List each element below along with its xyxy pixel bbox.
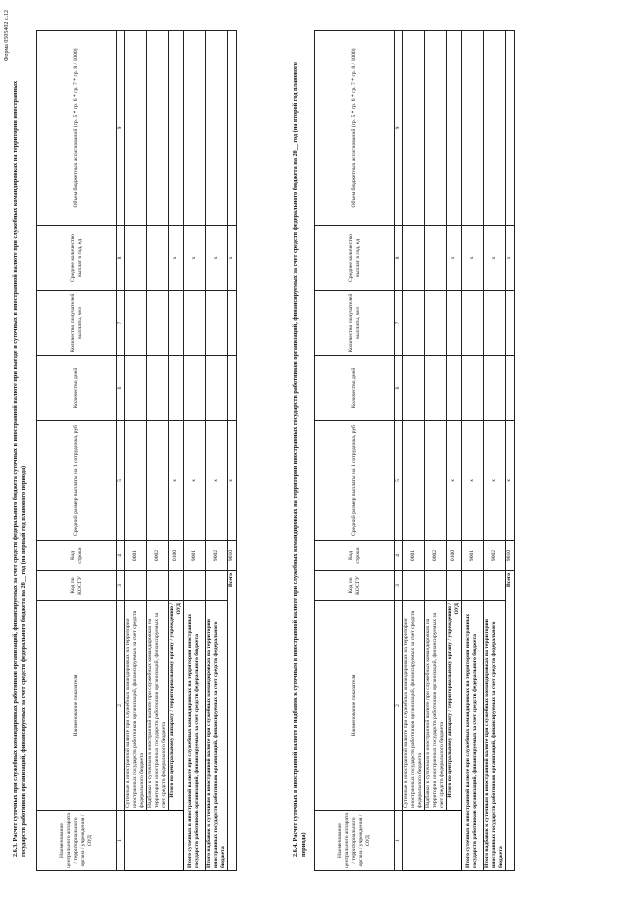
row-name: Суточные в иностранной валюте при служебных командировках на территории иностранных государств работников организаций, финансируемых за счет средств федерального бюджета — [403, 601, 425, 811]
volume-cell — [447, 31, 462, 226]
volume-cell — [227, 31, 236, 226]
recipients-cell — [227, 291, 236, 356]
recipients-cell — [505, 291, 514, 356]
kosgu-cell — [461, 571, 483, 601]
section-a-title: 2.6.3. Расчет суточных при служебных командировках работников организаций, финансируемых за счет средств федерального бюджета суточных в иностранной валюте при выезде и суточных в иностранной валюте при служебных командировках на территории иностранных государств работников организаций, финансируемых за счет средств федерального бюджета на 20__ год (на первый год планового периода) — [12, 80, 28, 857]
recipients-cell[interactable] — [425, 291, 447, 356]
avg-payment-cell[interactable] — [125, 421, 147, 541]
col-number: 5 — [117, 421, 125, 541]
col-recipients: Количество получателей выплаты, чел — [315, 291, 395, 356]
kosgu-cell[interactable] — [125, 571, 147, 601]
col-number: 8 — [395, 226, 403, 291]
avg-payment-cell: x — [183, 421, 205, 541]
row-name: Суточные в иностранной валюте при служебных командировках на территории иностранных государств работников организаций, финансируемых за счет средств федерального бюджета — [125, 601, 147, 811]
volume-cell — [183, 31, 205, 226]
col-number: 2 — [395, 601, 403, 811]
avg-payment-cell[interactable] — [425, 421, 447, 541]
kosgu-cell[interactable] — [403, 571, 425, 601]
table-row — [205, 31, 227, 871]
table-row — [125, 31, 147, 871]
col-avg-payment: Средний размер выплаты на 1 сотрудника, руб — [37, 421, 117, 541]
row-code: 0001 — [125, 541, 147, 571]
recipients-cell[interactable] — [403, 291, 425, 356]
col-number: 1 — [395, 811, 403, 871]
volume-cell — [505, 31, 514, 226]
row-code: 9002 — [483, 541, 505, 571]
avg-qty-cell[interactable] — [403, 226, 425, 291]
total-code: 9010 — [227, 541, 236, 571]
section-b-title: 2.6.4. Расчет суточных в иностранной валюте и надбавок к суточным в иностранной валюте при служебных командировках на территории иностранных государств работников организаций, финансируемых за счет средств федерального бюджета на 20__ год (на второй год планового периода) — [292, 62, 308, 857]
avg-qty-cell: x — [447, 226, 462, 291]
volume-cell[interactable] — [403, 31, 425, 226]
recipients-cell — [461, 291, 483, 356]
table-row — [461, 31, 483, 871]
header-row — [315, 31, 395, 871]
total-row — [505, 31, 514, 871]
col-days: Количество дней — [315, 356, 395, 421]
recipients-cell — [483, 291, 505, 356]
volume-cell — [483, 31, 505, 226]
recipients-cell[interactable] — [147, 291, 169, 356]
total-qty: x — [505, 226, 514, 291]
days-cell — [227, 356, 236, 421]
total-row — [227, 31, 236, 871]
days-cell[interactable] — [125, 356, 147, 421]
col-number: 8 — [117, 226, 125, 291]
row-code: 0001 — [403, 541, 425, 571]
avg-qty-cell: x — [483, 226, 505, 291]
row-code: 0100 — [169, 541, 184, 571]
col-volume: Объем бюджетных ассигнований (гр. 5 * гр. 6 * гр. 7 * гр. 8 / 1000) — [315, 31, 395, 226]
days-cell — [183, 356, 205, 421]
col-avg-payment: Средний размер выплаты на 1 сотрудника, руб — [315, 421, 395, 541]
avg-payment-cell[interactable] — [147, 421, 169, 541]
days-cell — [483, 356, 505, 421]
avg-payment-cell: x — [447, 421, 462, 541]
kosgu-cell[interactable] — [425, 571, 447, 601]
recipients-cell — [183, 291, 205, 356]
kosgu-cell — [205, 571, 227, 601]
col-days: Количество дней — [37, 356, 117, 421]
col-org-name: Наименование центрального аппарата / территориального органа / учреждения / ОУД — [315, 811, 395, 871]
table-row — [403, 31, 425, 871]
header-row — [37, 31, 117, 871]
row-name: Итого надбавок к суточным в иностранной валюте при служебных командировках на территории иностранных государств работников организаций, финансируемых за счет средств федерального бюджета — [205, 601, 227, 871]
table-row — [425, 31, 447, 871]
col-number: 4 — [117, 541, 125, 571]
days-cell — [505, 356, 514, 421]
col-number: 3 — [395, 571, 403, 601]
avg-qty-cell[interactable] — [425, 226, 447, 291]
row-code: 9001 — [461, 541, 483, 571]
col-number: 5 — [395, 421, 403, 541]
total-code: 9010 — [505, 541, 514, 571]
table-row — [169, 31, 184, 871]
recipients-cell[interactable] — [125, 291, 147, 356]
row-code: 9002 — [205, 541, 227, 571]
avg-qty-cell[interactable] — [147, 226, 169, 291]
kosgu-cell — [483, 571, 505, 601]
col-indicator: Наименование показателя — [37, 601, 117, 811]
col-number: 3 — [117, 571, 125, 601]
row-name: Надбавки к суточным в иностранной валюте при служебных командировках на территории иностранных государств работников организаций, финансируемых за счет средств федерального бюджета — [147, 601, 169, 811]
col-number: 4 — [395, 541, 403, 571]
avg-qty-cell: x — [183, 226, 205, 291]
kosgu-cell — [169, 571, 184, 601]
org-name-cell[interactable] — [403, 811, 462, 871]
row-code: 0100 — [447, 541, 462, 571]
volume-cell[interactable] — [125, 31, 147, 226]
recipients-cell — [169, 291, 184, 356]
col-indicator: Наименование показателя — [315, 601, 395, 811]
row-code: 0002 — [425, 541, 447, 571]
row-code: 9001 — [183, 541, 205, 571]
days-cell — [205, 356, 227, 421]
kosgu-cell — [183, 571, 205, 601]
volume-cell — [205, 31, 227, 226]
avg-qty-cell: x — [461, 226, 483, 291]
avg-payment-cell: x — [483, 421, 505, 541]
kosgu-cell[interactable] — [147, 571, 169, 601]
col-avg-qty: Среднее количество выплат в год, ед — [37, 226, 117, 291]
avg-payment-cell: x — [205, 421, 227, 541]
total-avg: x — [227, 421, 236, 541]
org-name-cell[interactable] — [125, 811, 184, 871]
days-cell[interactable] — [147, 356, 169, 421]
section-b-table — [314, 30, 515, 871]
column-numbers-row — [117, 31, 125, 871]
col-number: 7 — [117, 291, 125, 356]
avg-payment-cell: x — [461, 421, 483, 541]
col-volume: Объем бюджетных ассигнований (гр. 5 * гр. 6 * гр. 7 * гр. 8 / 1000) — [37, 31, 117, 226]
table-row — [447, 31, 462, 871]
total-label: Всего — [227, 571, 236, 871]
total-avg: x — [505, 421, 514, 541]
avg-payment-cell: x — [169, 421, 184, 541]
recipients-cell — [447, 291, 462, 356]
volume-cell — [461, 31, 483, 226]
col-number: 9 — [117, 31, 125, 226]
days-cell — [447, 356, 462, 421]
row-name: Итого надбавок к суточным в иностранной валюте при служебных командировках на территории иностранных государств работников организаций, финансируемых за счет средств федерального бюджета — [483, 601, 505, 871]
col-kosgu: Код по КОСГУ — [37, 571, 117, 601]
recipients-cell — [205, 291, 227, 356]
avg-payment-cell[interactable] — [403, 421, 425, 541]
row-code: 0002 — [147, 541, 169, 571]
row-name: Итого по центральному аппарату / территориальному органу / учреждению / ОУД — [169, 601, 184, 811]
days-cell — [461, 356, 483, 421]
total-qty: x — [227, 226, 236, 291]
col-row-code: Код строки — [315, 541, 395, 571]
volume-cell[interactable] — [147, 31, 169, 226]
col-number: 1 — [117, 811, 125, 871]
table-row — [483, 31, 505, 871]
col-recipients: Количество получателей выплаты, чел — [37, 291, 117, 356]
section-a-table — [36, 30, 237, 871]
volume-cell[interactable] — [425, 31, 447, 226]
days-cell[interactable] — [403, 356, 425, 421]
volume-cell — [169, 31, 184, 226]
form-code: Форма 0505402 с.12 — [4, 10, 10, 62]
col-number: 6 — [395, 356, 403, 421]
row-name: Итого суточных в иностранной валюте при служебных командировках на территории иностранных государств работников организаций, финансируемых за счет средств федерального бюджета — [461, 601, 483, 871]
col-org-name: Наименование центрального аппарата / территориального органа / учреждения / ОУД — [37, 811, 117, 871]
table-row — [147, 31, 169, 871]
avg-qty-cell[interactable] — [125, 226, 147, 291]
kosgu-cell — [447, 571, 462, 601]
days-cell — [169, 356, 184, 421]
col-kosgu: Код по КОСГУ — [315, 571, 395, 601]
col-number: 7 — [395, 291, 403, 356]
col-row-code: Код строки — [37, 541, 117, 571]
col-number: 2 — [117, 601, 125, 811]
row-name: Надбавки к суточным в иностранной валюте при служебных командировках на территории иностранных государств работников организаций, финансируемых за счет средств федерального бюджета — [425, 601, 447, 811]
row-name: Итого по центральному аппарату / территориальному органу / учреждению / ОУД — [447, 601, 462, 811]
days-cell[interactable] — [425, 356, 447, 421]
avg-qty-cell: x — [169, 226, 184, 291]
total-label: Всего — [505, 571, 514, 871]
avg-qty-cell: x — [205, 226, 227, 291]
row-name: Итого суточных в иностранной валюте при служебных командировках на территории иностранных государств работников организаций, финансируемых за счет средств федерального бюджета — [183, 601, 205, 871]
col-number: 6 — [117, 356, 125, 421]
col-avg-qty: Среднее количество выплат в год, ед — [315, 226, 395, 291]
col-number: 9 — [395, 31, 403, 226]
column-numbers-row — [395, 31, 403, 871]
table-row — [183, 31, 205, 871]
